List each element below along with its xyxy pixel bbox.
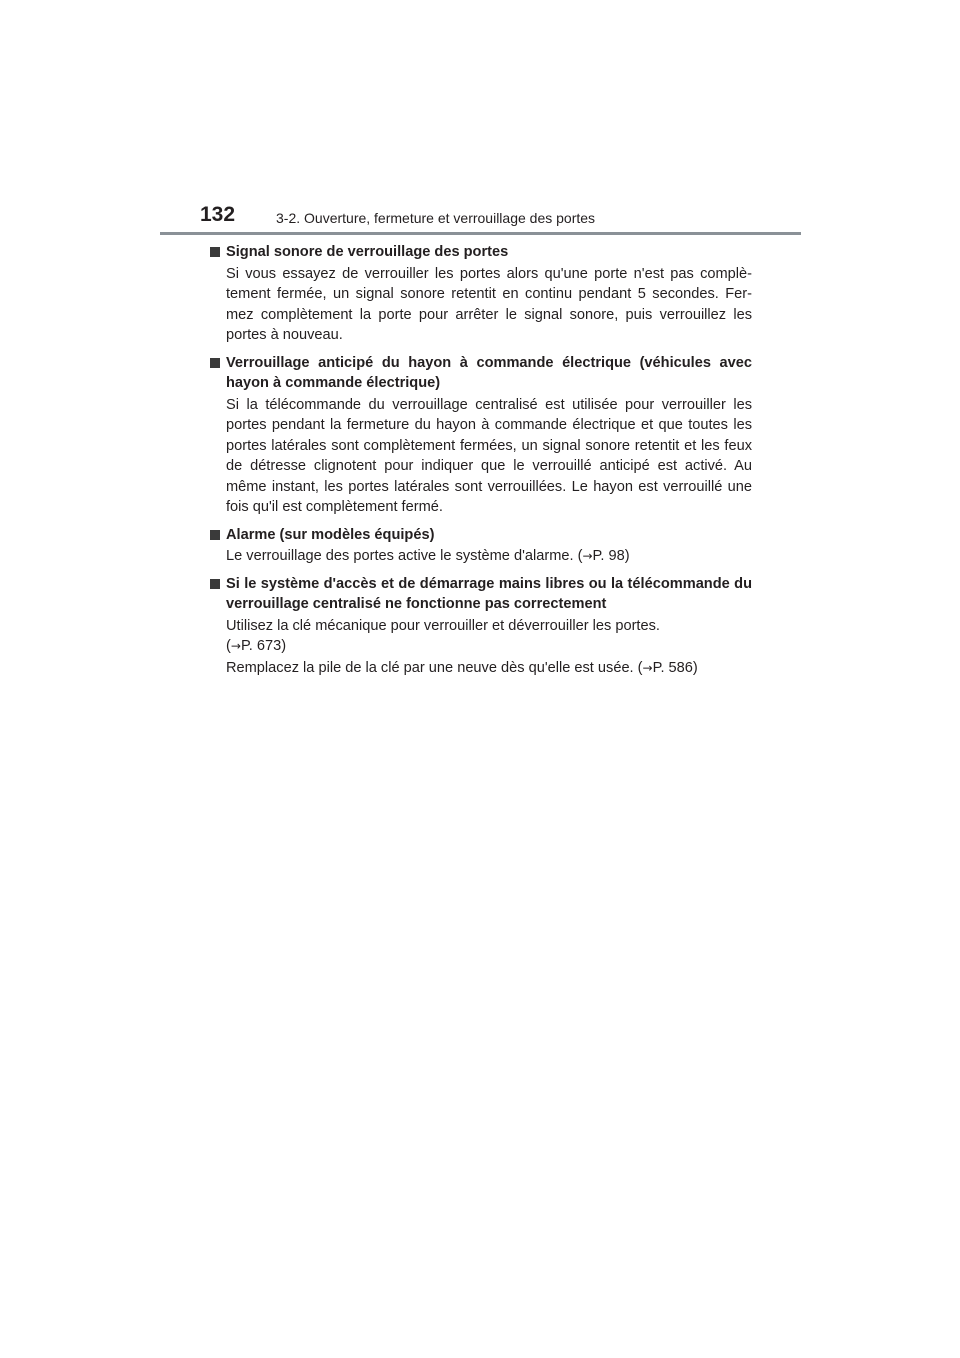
section-paragraph: Le verrouillage des portes active le système d'alarme. (→P. 98) [226,548,630,564]
page-number: 132 [200,203,236,226]
section-paragraph: Si la télécommande du verrouillage centralisé est utilisée pour verrouiller les portes pendant la fermeture du hayon à commande électrique et que toutes les portes latérales sont complètement fermées, un signal sonore retentit et les feux de détresse clignotent pour indiquer que le verrouillé anticipé est activé. Au même instant, les portes latérales sont verrouillées. Le hayon est verrouillé une fois qu'il est complètement fermé. [226,396,752,515]
section-smart-key-malfunction [210,574,752,679]
section-paragraph: Remplacez la pile de la clé par une neuve dès qu'elle est usée. (→P. 586) [226,659,698,676]
section-heading: Alarme (sur modèles équipés) [210,525,752,546]
square-bullet-icon [210,530,220,540]
section-door-lock-buzzer [210,242,752,346]
section-heading: Si le système d'accès et de démarrage mains libres ou la télécommande du verrouillage centralisé ne fonctionne pas correctement [210,574,752,615]
page-reference[interactable]: P. 673) [240,638,287,654]
arrow-right-icon: → [642,660,653,675]
page-content [210,242,752,685]
page-reference[interactable]: P. 586) [652,659,698,676]
section-alarm [210,525,752,567]
page-reference[interactable]: P. 98) [592,548,630,564]
section-paragraph: Si vous essayez de verrouiller les portes alors qu'une porte n'est pas complè-tement fermée, un signal sonore retentit en continu pendant 5 secondes. Fer-mez complètement la porte pour arrêter le signal sonore, puis verrouillez les portes à nouveau. [226,265,752,343]
chapter-title: 3-2. Ouverture, fermeture et verrouillage des portes [276,210,596,226]
arrow-right-icon: → [230,639,241,653]
section-heading: Verrouillage anticipé du hayon à commande électrique (véhicules avec hayon à commande électrique) [210,353,752,394]
page-header [160,203,801,235]
section-heading: Signal sonore de verrouillage des portes [210,242,752,263]
square-bullet-icon [210,247,220,257]
square-bullet-icon [210,358,220,368]
header-rule [160,232,801,235]
section-power-tailgate-early-lock [210,353,752,518]
arrow-right-icon: → [582,549,593,563]
square-bullet-icon [210,579,220,589]
section-paragraph: Utilisez la clé mécanique pour verrouiller et déverrouiller les portes. (→P. 673) [226,617,660,654]
